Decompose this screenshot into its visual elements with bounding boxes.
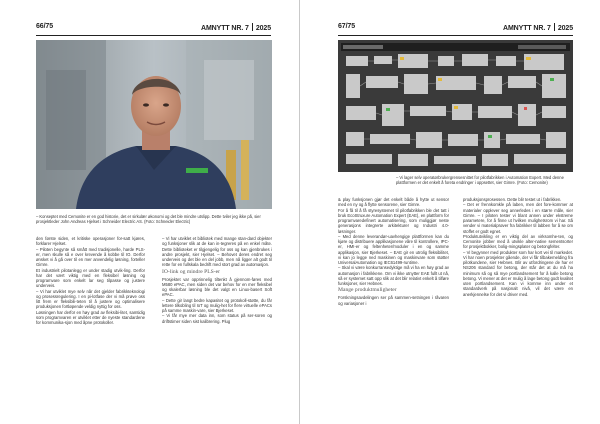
paragraph: produksjonsprosessen. Dette blir testet ut i fabrikken. xyxy=(463,197,562,202)
paragraph: & play funksjonen gjør det enkelt både å hytte ut sensor med en ny og å flytte sensorene, sier Gimre. xyxy=(338,197,449,208)
paragraph: Prosjektet var opprinnelig tiltenkt å gjennom-føres med M580 ePAC, men siden det var behov for en mer fleksibel og skalerbar løsning ble det valgt en Linux-basert Soft ePAC. xyxy=(162,276,272,298)
paragraph: den første siden, et kritiske operasjoner for-satt kjøres, forklarer Hjelset. xyxy=(36,236,145,247)
paragraph: – Med denne leverandør-uavhengige plattformen kan du kjøre og distribuere applikasjonene våre til kontrollere, IPC-er, HMI-er og feltenheter/moduler i en og samme applikasjon, sier Bjerkeset. – EAE gir en utrolig fleksibilitet, vi kan jo legge ned maskinen og maskinvare som støtter UniversalAutomation og IEC61499-runtime. xyxy=(338,233,449,265)
photo-caption: – Vi lager selv operatørbrukergrensesnittet for pilotfabrikken i Automation Expert. Med denne plattformen er det enkelt å foreta endringer i oppsettet, sier Gimre. (Foto: Cemonite) xyxy=(396,175,564,186)
page-number: 66/75 xyxy=(36,23,54,30)
magazine-name: AMNYTT NR. 7 xyxy=(201,25,249,32)
paragraph: – Vi har utviklet mye selv når det gjelder fabrikkteknologi og prosessregulering. I en pi-lotfase der vi må prøve oss litt frem er fleksibili-teten til å justere og optimalisere produksjonen fortløpende veldig nyttig for oss. xyxy=(36,288,145,310)
paragraph: – Vi har utviklet et bibliotek med mange stan-dard objekter og funksjoner slik at de kan in-tegreres på en enkel måte. Dette biblioteket er tilgjengelig for oss og kan gjenbrukes i andre prosjekt, sier Hjelset. – Behovet deres endret seg underveis og det ble en del jobb, men nå ligger alt godt til rette for en fullskala bedrift med stort grad av automasjon. xyxy=(162,236,272,268)
paragraph: Forskningsavdelingen ser på sammen-setningen i råvaren og variasjoner i xyxy=(338,295,449,306)
magazine-header xyxy=(503,23,573,35)
page-number: 67/75 xyxy=(338,23,356,30)
paragraph: For å få til å få styresystemet til pilotfabrikken ble det tatt i bruk EcoStruxure Automation Expert (EAE), en plattform for programvaredefinert automatisering, som muliggjør neste generasjons integrerte arkitekturer og Industri 4.0-løsninger. xyxy=(338,207,449,234)
paragraph: – Vi får mye mer data inn, som status på ser-soren og driftstimer siden sist kalibrering. Plug xyxy=(162,313,272,324)
paragraph: – Dette gir langt bedre kapasitet og protokoll-støtte, du får lettere tilkobling til IoT og mulig-het for flere virtuelle ePACs på samme maskin-vare, sier Bjerkeset. xyxy=(162,297,272,313)
section-subheading: IO-link og mindre PLS-er xyxy=(162,268,220,275)
paragraph: Et industrielt pilotanlegg er under stadig utvik-ling. Derfor har det vært viktig med en fleksibel løsning og programvare som enkelt lar seg tilpasse og justere underveis. xyxy=(36,267,145,289)
portrait-photo xyxy=(36,40,272,209)
magazine-year: 2025 xyxy=(557,25,573,32)
header-rule xyxy=(338,35,573,36)
right-page xyxy=(300,0,600,424)
header-divider xyxy=(554,23,555,31)
paragraph: – Piloten begynte så smått med tradisjonelle, harde PLS-er, men skulle så e over krevende å kobbe til IO. Derfor ønsket vi å gå over til en mer anvendelig løsning, forteller Gimre. xyxy=(36,246,145,268)
magazine-name: AMNYTT NR. 7 xyxy=(503,25,551,32)
paragraph: Løsningen har derfor en høy grad av fleksibi-litet, samtidig som programvaren er utviklet etter de nyeste standardene for kommunika-sjon med åpne protokoller. xyxy=(36,309,145,325)
portrait-photo-image xyxy=(36,40,272,209)
article-column-4 xyxy=(463,197,573,297)
paragraph: – Skal vi være konkurransedyktige må vi ha en høy grad av automasjon i fabrikkene. Om vi ikke utnytter EAE fullt ut nå, så er systemet satt opp slik at det blir relativt enkelt å tilføre funksjoner, sier Hebnes. xyxy=(338,265,449,286)
header-divider xyxy=(252,23,253,31)
magazine-header xyxy=(201,23,271,35)
hmi-screenshot-photo xyxy=(338,40,573,172)
magazine-year: 2025 xyxy=(255,25,271,32)
paragraph: – Det er frennkomkle på laben, men det fore-kommer at materialer opplever seg annerledes i en større måle, sier Gimre. – I piloten tester vi blant annen under ekstreme parametere, for å finne ut hvilken mulighetsrom vi har. Så vender vi materialprøver fra fabrikker til labben for å se om stoffet er godt egnet. xyxy=(463,202,573,234)
article-column-3 xyxy=(338,197,449,306)
header-rule xyxy=(36,35,271,36)
hmi-screen-image xyxy=(338,40,573,172)
photo-caption: – Konseptet med Cemonite er en god historie, det er sirkulær økonomi og det ble mindre utslipp. Dette tviler jeg ikke på, sier prosjektleder John Andreas Hjelset i Schneider Electric AS. (Foto: Schneider Electric) xyxy=(36,214,261,225)
article-column-1 xyxy=(36,236,145,325)
paragraph: Produktutvikling er en viktig del av virksomhe-ten, og Cemonite jobber med å utvikle alter-native sementsorter for prosjektbokker, bolig-mingsplater og betongfelter. xyxy=(463,233,573,250)
article-column-2 xyxy=(162,236,272,324)
paragraph: – Vi begynner med produkter som har kort vei til markedet. Vi har noen prosjekter gående, der vi får tilbakemelding fra pilotkundene, sier Hebnes. Blir av utfordringene de har er NS206 standard for betong, der står det at du må ha minimum så og så mye portlandsement for å kalle betong betong. Vi mener at det er mulig å lage betong godt kvalitet uten portlandsement. Kan vi komme inn under et standardverk på nasjonalt nivå, vil det være en anerkjennelse for det vi driver med. xyxy=(463,249,573,297)
section-subheading: Mange produktmuligheter xyxy=(338,287,397,294)
